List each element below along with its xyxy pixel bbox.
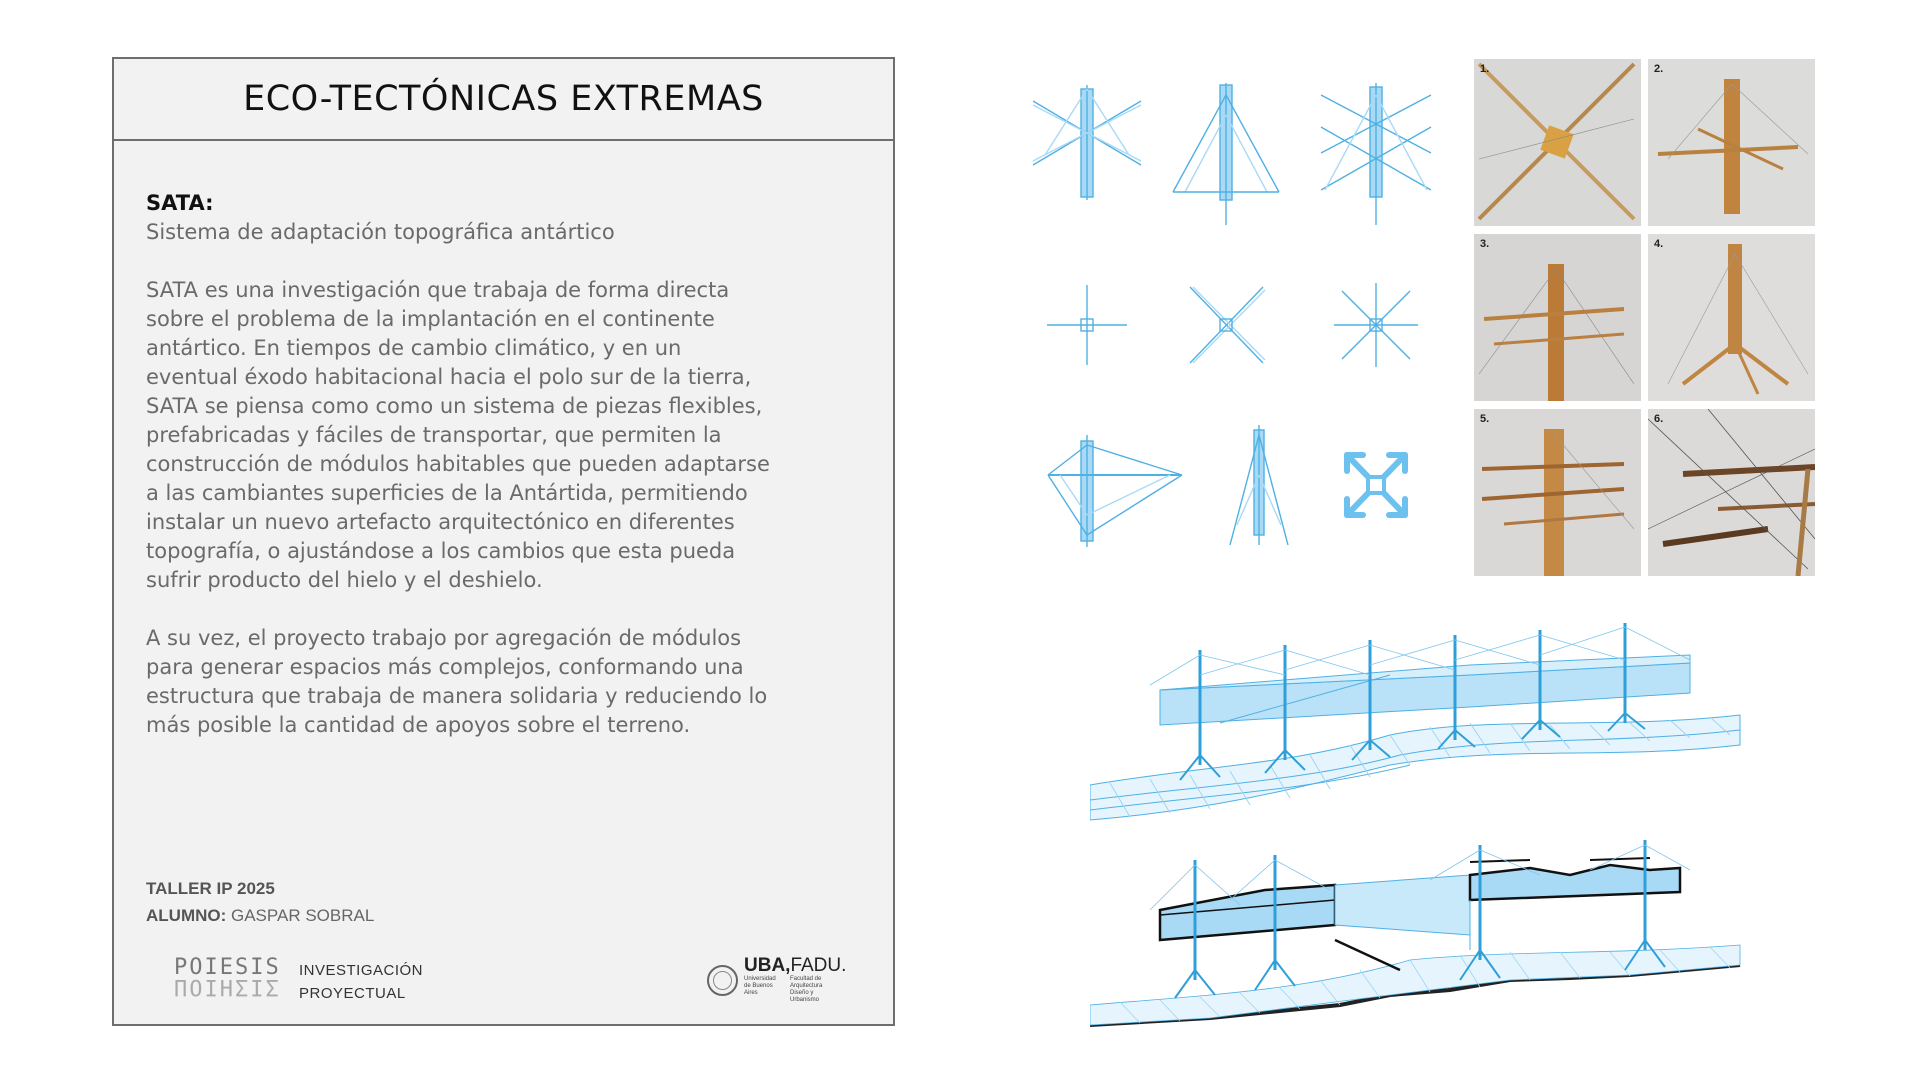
model-photo-6	[1648, 409, 1815, 576]
project-subtitle: Sistema de adaptación topográfica antártico	[146, 220, 615, 244]
diagram-elevation-wide	[1048, 435, 1182, 547]
uba-seal-icon	[707, 965, 738, 996]
section-drawing	[1090, 830, 1750, 1030]
diagram-joint-snowflake	[1347, 455, 1405, 515]
diagram-elevation-narrow	[1230, 425, 1288, 545]
uba-small-right: Facultad de Arquitectura Diseño y Urbanismo	[790, 976, 823, 1003]
module-diagrams	[1025, 75, 1445, 555]
alumno-label: ALUMNO:	[146, 906, 227, 925]
card-body	[146, 189, 866, 740]
uba-fadu-logo	[707, 956, 846, 1004]
investigacion-proyectual-label	[299, 959, 423, 1005]
proyectual-text: PROYECTUAL	[299, 985, 406, 1002]
diagram-elevation-double-x	[1321, 83, 1431, 225]
model-photo-1	[1474, 59, 1641, 226]
description-paragraph-2: A su vez, el proyecto trabajo por agregación de módulos para generar espacios más complejos, conformando una estructura que trabaja de manera solidaria y reduciendo lo más posible la cantidad de apoyos sobre el terreno.	[146, 626, 768, 737]
alumno-name: GASPAR SOBRAL	[231, 906, 375, 925]
diagram-plan-plus	[1047, 285, 1127, 365]
photo-number-4: 4.	[1654, 238, 1664, 250]
diagram-plan-x	[1190, 287, 1265, 363]
poiesis-logo	[174, 957, 281, 1001]
photo-number-1: 1.	[1480, 63, 1490, 75]
photo-number-5: 5.	[1480, 413, 1490, 425]
diagram-elevation-x	[1033, 85, 1141, 200]
diagram-elevation-tripod	[1173, 83, 1279, 225]
model-photo-3	[1474, 234, 1641, 401]
poiesis-logo-line1: POIESIS	[174, 955, 281, 980]
info-card	[112, 57, 895, 1026]
model-photo-2	[1648, 59, 1815, 226]
description-paragraph-1: SATA es una investigación que trabaja de forma directa sobre el problema de la implantación en el continente antártico. En tiempos de cambio climático, y en un eventual éxodo habitacional hacia el polo sur de la tierra, SATA se piensa como como un sistema de piezas flexibles, prefabricadas y fáciles de transportar, que permiten la construcción de módulos habitables que pueden adaptarse a las cambiantes superficies de la Antártida, permitiendo instalar un nuevo artefacto arquitectónico en diferentes topografía, o ajustándose a los cambios que esta pueda sufrir producto del hielo y el deshielo.	[146, 278, 770, 592]
photo-number-6: 6.	[1654, 413, 1664, 425]
page-title: ECO-TECTÓNICAS EXTREMAS	[114, 59, 893, 141]
diagram-plan-star	[1334, 283, 1418, 367]
investigacion-text: INVESTIGACIÓN	[299, 962, 424, 979]
model-photo-5	[1474, 409, 1641, 576]
photo-number-3: 3.	[1480, 238, 1490, 250]
poiesis-logo-line2: ΠΟΙΗΣΙΣ	[174, 977, 281, 1002]
credits	[146, 875, 374, 929]
axonometric-structure	[1090, 615, 1750, 830]
uba-small-left: Universidad de Buenos Aires	[744, 976, 776, 996]
project-name: SATA:	[146, 191, 214, 215]
fadu-text: FADU.	[790, 955, 847, 976]
taller-label: TALLER IP 2025	[146, 879, 275, 898]
model-photo-4	[1648, 234, 1815, 401]
photo-number-2: 2.	[1654, 63, 1664, 75]
uba-text: UBA,	[744, 955, 791, 976]
